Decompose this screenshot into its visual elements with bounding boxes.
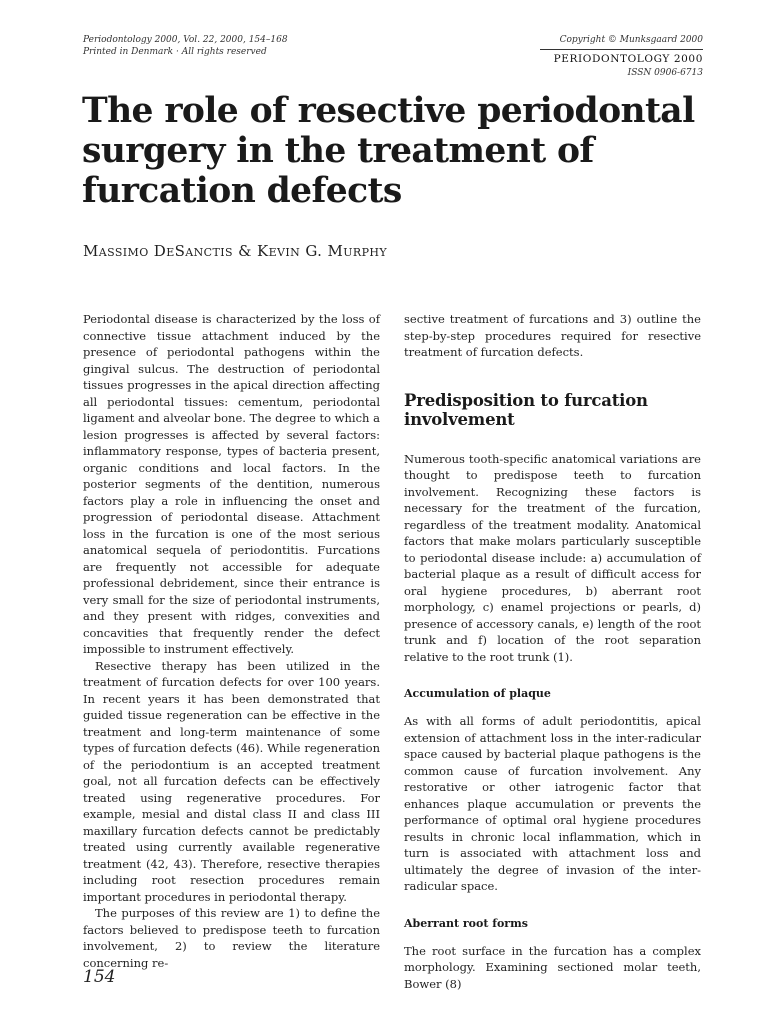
resective-therapy-paragraph: Resective therapy has been utilized in the treatment of furcation defects for over 100 years. In recent years it has been demonstrated that guided tissue regeneration can be effective in the treatment and long-term maintenance of some types of furcation defects (46). While regeneration of the periodontium is an accepted treatment goal, not all furcation defects can be effectively treated using regenerative procedures. For example, mesial and distal class II and class III maxillary furcation defects cannot be predictably treated using currently available regenerative treatment (42, 43). Therefore, resective therapies including root resection procedures remain important procedures in periodontal therapy.	[83, 658, 380, 904]
citation-line: Periodontology 2000, Vol. 22, 2000, 154–168	[83, 35, 288, 45]
left-column	[83, 311, 380, 971]
copyright-line: Copyright © Munksgaard 2000	[559, 35, 703, 45]
subheading-plaque: Accumulation of plaque	[404, 687, 551, 700]
continued-paragraph: sective treatment of furcations and 3) outline the step-by-step procedures required for resective treatment of furcation defects.	[404, 312, 701, 359]
review-purpose-paragraph: The purposes of this review are 1) to define the factors believed to predispose teeth to furcation involvement, 2) to review the literature concerning re-	[83, 906, 380, 970]
plaque-paragraph: As with all forms of adult periodontitis, apical extension of attachment loss in the inter-radicular space caused by bacterial plaque pathogens is the common cause of furcation involvement. Any restorative or other iatrogenic factor that enhances plaque accumulation or prevents the performance of optimal oral hygiene procedures results in chronic local inflammation, which in turn is associated with attachment loss and ultimately the degree of invasion of the inter-radicular space.	[404, 714, 701, 893]
article-title: The role of resective periodontal surgery in the treatment of furcation defects	[82, 91, 695, 211]
printed-line: Printed in Denmark · All rights reserved	[83, 47, 267, 57]
subheading-root-forms: Aberrant root forms	[404, 916, 528, 930]
section-paragraph: Numerous tooth-specific anatomical variations are thought to predispose teeth to furcation involvement. Recognizing these factors is necessary for the treatment of the furcation, regardless of the treatment modality. Anatomical factors that make molars particularly susceptible to periodontal disease include: a) accumulation of bacterial plaque as a result of difficult access for oral hygiene procedures, b) aberrant root morphology, c) enamel projections or pearls, d) presence of accessory canals, e) length of the root trunk and f) location of the root separation relative to the root trunk (1).	[404, 451, 701, 664]
journal-name: PERIODONTOLOGY 2000	[540, 49, 703, 65]
article-authors: Massimo DeSanctis & Kevin G. Murphy	[83, 242, 388, 260]
page-number: 154	[83, 967, 116, 987]
citation-header	[83, 34, 288, 58]
issn-line: ISSN 0906-6713	[627, 68, 703, 78]
right-column	[404, 311, 701, 992]
root-forms-paragraph: The root surface in the furcation has a complex morphology. Examining sectioned molar teeth, Bower (8)	[404, 943, 701, 991]
intro-paragraph: Periodontal disease is characterized by the loss of connective tissue attachment induced by the presence of periodontal pathogens within the gingival sulcus. The destruction of periodontal tissues progresses in the apical direction affecting all periodontal tissues: cementum, periodontal ligament and alveolar bone. The degree to which a lesion progresses is affected by several factors: inflammatory response, types of bacteria present, organic conditions and local factors. In the posterior segments of the dentition, numerous factors play a role in influencing the onset and progression of periodontal disease. Attachment loss in the furcation is one of the most serious anatomical sequela of periodontitis. Furcations are frequently not accessible for adequate professional debridement, since their entrance is very small for the size of periodontal instruments, and they present with ridges, convexities and concavities that frequently render the defect impossible to instrument effectively.	[83, 312, 380, 656]
section-heading: Predisposition to furcation involvement	[404, 390, 648, 429]
journal-header	[540, 34, 703, 79]
